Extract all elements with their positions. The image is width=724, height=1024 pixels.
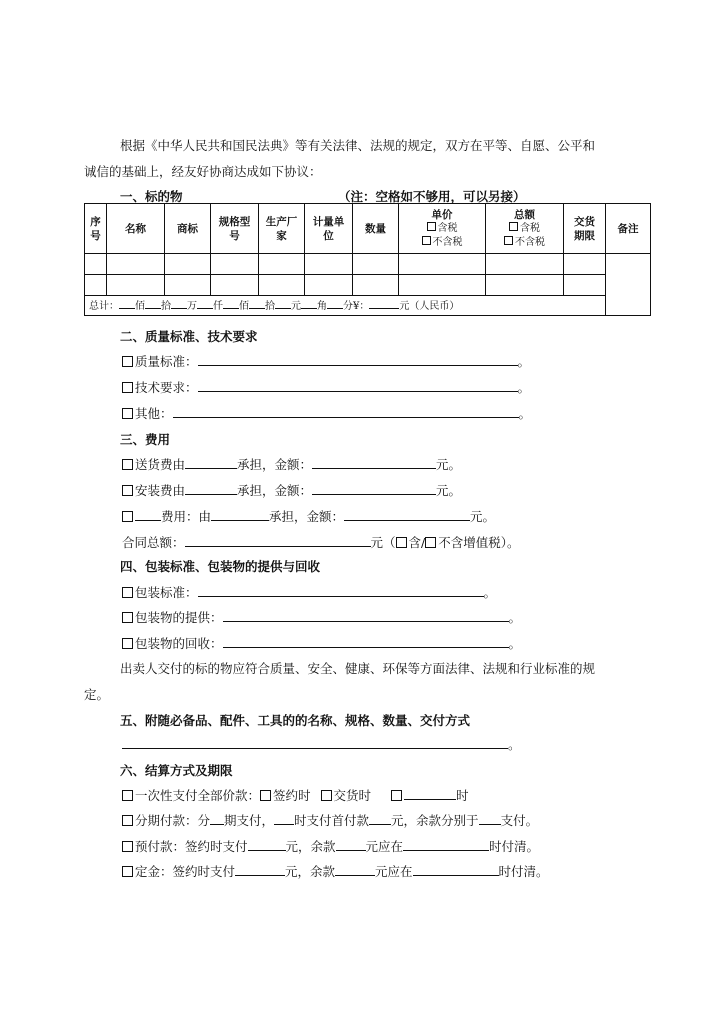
header-seq: 序号 — [85, 204, 107, 254]
accessories-row: 。 — [122, 735, 521, 753]
delivery-fee-checkbox[interactable] — [122, 459, 133, 470]
header-price-label: 单价 — [431, 208, 453, 221]
table-row[interactable] — [85, 275, 651, 296]
prepayment-checkbox[interactable] — [122, 841, 133, 852]
intro-line-2: 诚信的基础上，经友好协商达成如下协议： — [84, 164, 322, 179]
packing-standard-row: 包装标准： 。 — [122, 583, 496, 601]
contract-tax-incl-checkbox[interactable] — [396, 537, 407, 548]
standards-paragraph-line-2: 定。 — [84, 687, 110, 702]
installment-first-amount-field[interactable] — [369, 811, 391, 825]
remark-cell[interactable] — [606, 254, 651, 316]
table-row[interactable] — [85, 254, 651, 275]
header-model: 规格型号 — [211, 204, 259, 254]
price-tax-excl-label: 不含税 — [432, 236, 463, 248]
price-tax-incl-label: 含税 — [437, 222, 458, 234]
goods-table — [84, 203, 651, 316]
contract-total-field[interactable] — [185, 533, 371, 547]
lump-delivery-checkbox[interactable] — [321, 790, 332, 801]
lump-other-checkbox[interactable] — [391, 790, 402, 801]
standards-paragraph-line-1: 出卖人交付的标的物应符合质量、安全、健康、环保等方面法律、法规和行业标准的规 — [120, 661, 596, 676]
packing-recycle-row: 包装物的回收： 。 — [122, 634, 521, 652]
packing-recycle-field[interactable] — [223, 634, 509, 648]
intro-line-1: 根据《中华人民共和国民法典》等有关法律、法规的规定，双方在平等、自愿、公平和 — [120, 138, 596, 153]
packing-recycle-checkbox[interactable] — [122, 638, 133, 649]
header-maker: 生产厂家 — [259, 204, 305, 254]
header-brand: 商标 — [165, 204, 211, 254]
other-requirement-checkbox[interactable] — [122, 408, 133, 419]
accessories-field[interactable] — [122, 735, 508, 749]
prepayment-balance-field[interactable] — [336, 837, 366, 851]
prepayment-amount-field[interactable] — [248, 837, 286, 851]
deposit-balance-field[interactable] — [335, 862, 375, 876]
header-unit: 计量单位 — [305, 204, 353, 254]
prepayment-deadline-field[interactable] — [403, 837, 489, 851]
table-header-row — [85, 204, 651, 254]
lump-sum-row: 一次性支付全部价款： 签约时 交货时 时 — [122, 786, 469, 804]
section-1-title: 一、标的物 — [120, 189, 183, 204]
packing-standard-field[interactable] — [198, 583, 484, 597]
section-3-title: 三、费用 — [120, 432, 171, 447]
packing-provide-row: 包装物的提供： 。 — [122, 608, 521, 626]
packing-provide-field[interactable] — [223, 608, 509, 622]
amount-tax-excl-checkbox[interactable] — [504, 236, 513, 245]
delivery-fee-amount-field[interactable] — [312, 455, 436, 469]
header-delivery: 交货期限 — [564, 204, 606, 254]
tech-requirement-checkbox[interactable] — [122, 382, 133, 393]
other-fee-amount-field[interactable] — [344, 507, 470, 521]
installment-checkbox[interactable] — [122, 815, 133, 826]
header-qty: 数量 — [353, 204, 399, 254]
amount-tax-excl-label: 不含税 — [515, 236, 545, 248]
lump-other-field[interactable] — [404, 786, 456, 800]
install-fee-payer-field[interactable] — [185, 481, 237, 495]
table-total-row — [85, 296, 651, 316]
section-6-title: 六、结算方式及期限 — [120, 763, 233, 778]
header-amount — [486, 204, 564, 254]
quality-standard-row: 质量标准： 。 — [122, 352, 530, 370]
other-requirement-row: 其他： 。 — [122, 404, 531, 422]
contract-tax-excl-checkbox[interactable] — [425, 537, 436, 548]
installment-rest-field[interactable] — [479, 811, 501, 825]
lump-sum-checkbox[interactable] — [122, 790, 133, 801]
packing-standard-checkbox[interactable] — [122, 587, 133, 598]
delivery-fee-payer-field[interactable] — [185, 455, 237, 469]
tech-requirement-field[interactable] — [198, 378, 518, 392]
install-fee-amount-field[interactable] — [312, 481, 436, 495]
deposit-row: 定金：签约时支付 元，余款 元应在 时付清。 — [122, 862, 549, 880]
section-2-title: 二、质量标准、技术要求 — [120, 329, 258, 344]
other-fee-row: 费用：由 承担，金额： 元。 — [122, 507, 495, 525]
other-fee-name-field[interactable] — [135, 507, 161, 521]
price-tax-excl-checkbox[interactable] — [422, 236, 431, 245]
lump-sign-checkbox[interactable] — [260, 790, 271, 801]
install-fee-row: 安装费由 承担，金额： 元。 — [122, 481, 461, 499]
deposit-amount-field[interactable] — [235, 862, 285, 876]
section-4-title: 四、包装标准、包装物的提供与回收 — [120, 559, 321, 574]
header-name: 名称 — [107, 204, 165, 254]
section-5-title: 五、附随必备品、配件、工具的的名称、规格、数量、交付方式 — [120, 713, 471, 728]
deposit-checkbox[interactable] — [122, 866, 133, 877]
deposit-deadline-field[interactable] — [413, 862, 499, 876]
section-1-note: （注：空格如不够用，可以另接） — [338, 189, 526, 204]
header-amount-label: 总额 — [514, 208, 535, 221]
quality-standard-field[interactable] — [198, 352, 518, 366]
packing-provide-checkbox[interactable] — [122, 612, 133, 623]
tech-requirement-row: 技术要求： 。 — [122, 378, 530, 396]
installment-row: 分期付款：分 期支付， 时支付首付款 元，余款分别于 支付。 — [122, 811, 538, 829]
contract-total-row: 合同总额： 元（ 含/ 不含增值税）。 — [122, 535, 520, 550]
install-fee-checkbox[interactable] — [122, 485, 133, 496]
quality-standard-checkbox[interactable] — [122, 356, 133, 367]
amount-tax-incl-label: 含税 — [520, 222, 540, 234]
header-remark: 备注 — [606, 204, 651, 254]
prepayment-row: 预付款：签约时支付 元，余款 元应在 时付清。 — [122, 837, 539, 855]
installment-count-field[interactable] — [210, 811, 224, 825]
total-cell[interactable]: 总计： 佰 拾 万 仟 佰 拾 元 角 分¥： 元（人民币） — [85, 296, 606, 316]
installment-first-time-field[interactable] — [274, 811, 294, 825]
price-tax-incl-checkbox[interactable] — [427, 222, 436, 231]
other-requirement-field[interactable] — [173, 404, 519, 418]
other-fee-checkbox[interactable] — [122, 511, 133, 522]
amount-tax-incl-checkbox[interactable] — [509, 222, 518, 231]
other-fee-payer-field[interactable] — [211, 507, 269, 521]
delivery-fee-row: 送货费由 承担，金额： 元。 — [122, 455, 461, 473]
header-price — [399, 204, 486, 254]
